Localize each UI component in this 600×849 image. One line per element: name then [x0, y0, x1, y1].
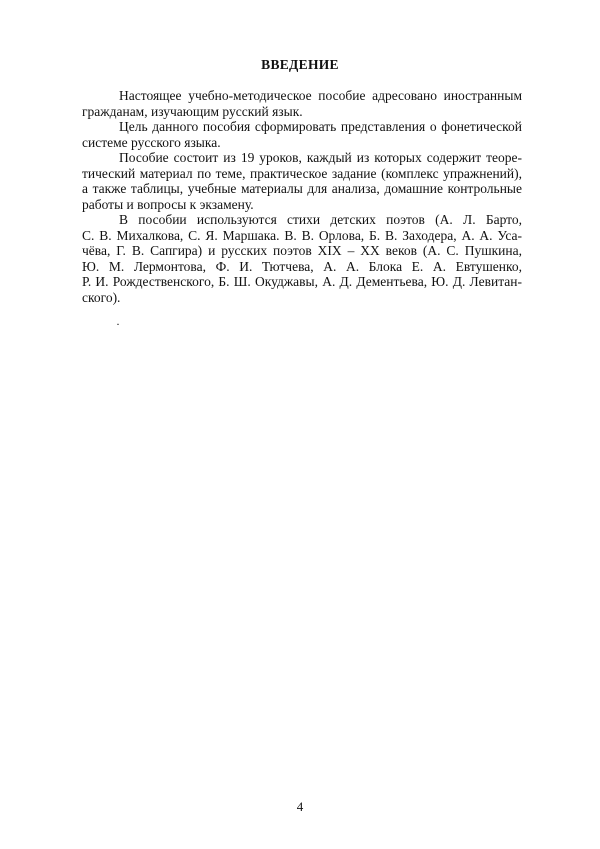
text-line: чёва, Г. В. Сапгира) и русских поэтов XIX – XX веков (А. С. Пушкина,	[82, 243, 522, 258]
paragraph-goal	[82, 119, 522, 150]
text-line: а также таблицы, учебные материалы для анализа, домашние контрольные	[82, 181, 522, 196]
text-line: Ю. М. Лермонтова, Ф. И. Тютчева, А. А. Блока Е. А. Евтушенко,	[82, 258, 522, 274]
paragraph-intro	[82, 88, 522, 119]
page-title: ВВЕДЕНИЕ	[261, 57, 339, 72]
document-body	[82, 88, 522, 305]
text-line: Пособие состоит из 19 уроков, каждый из которых содержит теоре-	[119, 150, 522, 165]
text-line: Цель данного пособия сформировать представления о фонетической	[119, 119, 522, 134]
text-line: гражданам, изучающим русский язык.	[82, 103, 303, 119]
paragraph-poets	[82, 212, 522, 305]
text-line: ского).	[82, 289, 121, 305]
page-number: 4	[296, 799, 304, 814]
text-line: тический материал по теме, практическое задание (комплекс упражнений),	[82, 165, 522, 181]
stray-mark: ·	[116, 317, 120, 331]
text-line: В пособии используются стихи детских поэтов (А. Л. Барто,	[119, 212, 522, 227]
text-line: системе русского языка.	[82, 134, 221, 150]
text-line: работы и вопросы к экзамену.	[82, 196, 254, 212]
paragraph-structure	[82, 150, 522, 212]
text-line: Настоящее учебно-методическое пособие адресовано иностранным	[119, 88, 522, 103]
text-line: Р. И. Рождественского, Б. Ш. Окуджавы, А. Д. Дементьева, Ю. Д. Левитан-	[82, 274, 522, 289]
text-line: С. В. Михалкова, С. Я. Маршака. В. В. Орлова, Б. В. Заходера, А. А. Уса-	[82, 227, 522, 243]
